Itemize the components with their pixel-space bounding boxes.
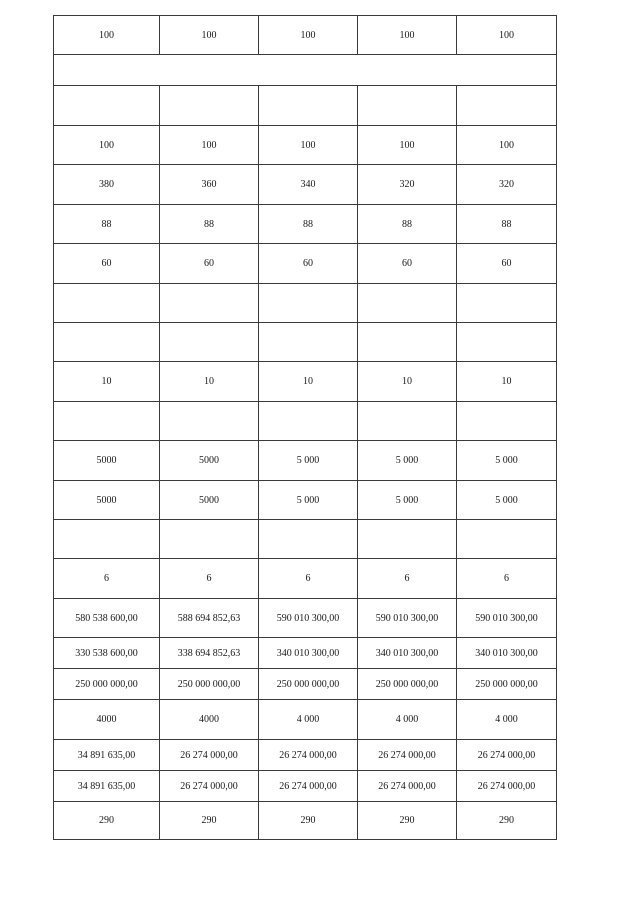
table-cell: 290 [457,802,557,840]
table-cell: 100 [259,16,358,55]
table-row [54,362,557,402]
table-cell: 100 [457,126,557,165]
table-cell: 26 274 000,00 [358,740,457,771]
table-cell: 5 000 [457,441,557,481]
table-cell [160,284,259,323]
table-cell: 290 [160,802,259,840]
table-cell: 10 [54,362,160,402]
table-cell: 26 274 000,00 [457,771,557,802]
table-cell [259,520,358,559]
document-page [53,15,556,840]
table-cell: 60 [54,244,160,284]
table-cell: 4000 [160,700,259,740]
table-cell: 100 [358,16,457,55]
table-cell: 338 694 852,63 [160,638,259,669]
table-cell: 10 [358,362,457,402]
table-cell: 5000 [54,441,160,481]
table-row [54,441,557,481]
table-cell [358,86,457,126]
table-body [54,16,557,840]
table-cell [259,284,358,323]
table-cell: 340 010 300,00 [358,638,457,669]
table-cell: 330 538 600,00 [54,638,160,669]
table-cell: 10 [259,362,358,402]
table-cell: 5 000 [358,481,457,520]
table-cell: 250 000 000,00 [54,669,160,700]
table-cell: 580 538 600,00 [54,599,160,638]
table-cell: 60 [457,244,557,284]
table-cell [54,86,160,126]
table-row [54,700,557,740]
table-cell: 6 [54,559,160,599]
table-cell: 4 000 [457,700,557,740]
table-cell: 88 [160,205,259,244]
table-cell: 4000 [54,700,160,740]
table-cell: 340 [259,165,358,205]
table-cell: 340 010 300,00 [259,638,358,669]
table-row [54,55,557,86]
table-cell [358,402,457,441]
table-cell: 100 [54,126,160,165]
table-row [54,599,557,638]
table-row [54,638,557,669]
table-cell: 34 891 635,00 [54,740,160,771]
table-cell: 88 [54,205,160,244]
table-row [54,244,557,284]
table-cell [457,402,557,441]
table-row [54,669,557,700]
table-cell: 26 274 000,00 [358,771,457,802]
table-cell: 60 [358,244,457,284]
table-cell: 360 [160,165,259,205]
table-cell: 590 010 300,00 [358,599,457,638]
table-cell: 250 000 000,00 [259,669,358,700]
table-cell: 320 [457,165,557,205]
table-cell [457,284,557,323]
table-cell: 60 [160,244,259,284]
table-cell [358,284,457,323]
table-cell: 6 [457,559,557,599]
table-cell [54,284,160,323]
table-cell: 5000 [160,441,259,481]
table-row [54,481,557,520]
table-cell: 100 [259,126,358,165]
table-cell [457,323,557,362]
table-cell: 5 000 [259,481,358,520]
table-cell: 100 [457,16,557,55]
table-cell [259,86,358,126]
table-cell [160,86,259,126]
table-cell [54,55,557,86]
table-cell [54,520,160,559]
table-cell: 5000 [160,481,259,520]
table-row [54,86,557,126]
table-cell [54,402,160,441]
table-cell: 10 [160,362,259,402]
table-cell: 26 274 000,00 [160,740,259,771]
table-cell: 290 [259,802,358,840]
table-cell: 26 274 000,00 [259,740,358,771]
table-cell: 5 000 [259,441,358,481]
table-cell: 100 [358,126,457,165]
table-cell: 380 [54,165,160,205]
table-cell [457,86,557,126]
table-cell: 100 [54,16,160,55]
table-cell [160,402,259,441]
table-cell: 60 [259,244,358,284]
table-cell: 100 [160,126,259,165]
table-cell [358,520,457,559]
table-row [54,402,557,441]
table-cell: 34 891 635,00 [54,771,160,802]
table-cell: 88 [259,205,358,244]
table-cell: 590 010 300,00 [259,599,358,638]
table-cell [457,520,557,559]
table-cell: 6 [259,559,358,599]
table-cell: 4 000 [358,700,457,740]
table-cell: 250 000 000,00 [358,669,457,700]
table-cell: 4 000 [259,700,358,740]
table-row [54,205,557,244]
table-row [54,126,557,165]
table-row [54,559,557,599]
table-cell: 88 [358,205,457,244]
table-cell [54,323,160,362]
table-cell: 250 000 000,00 [457,669,557,700]
table-cell [160,323,259,362]
table-row [54,323,557,362]
table-cell: 6 [160,559,259,599]
table-cell [358,323,457,362]
table-cell: 88 [457,205,557,244]
table-row [54,16,557,55]
data-table [53,15,557,840]
table-cell: 320 [358,165,457,205]
table-cell: 5000 [54,481,160,520]
table-cell [259,402,358,441]
table-cell: 588 694 852,63 [160,599,259,638]
table-cell: 26 274 000,00 [259,771,358,802]
table-cell: 5 000 [457,481,557,520]
table-row [54,165,557,205]
table-row [54,740,557,771]
table-cell: 10 [457,362,557,402]
table-cell: 100 [160,16,259,55]
table-cell: 26 274 000,00 [160,771,259,802]
table-row [54,520,557,559]
table-cell: 290 [358,802,457,840]
table-row [54,802,557,840]
table-cell [259,323,358,362]
table-cell [160,520,259,559]
table-cell: 26 274 000,00 [457,740,557,771]
table-cell: 340 010 300,00 [457,638,557,669]
table-cell: 590 010 300,00 [457,599,557,638]
table-cell: 5 000 [358,441,457,481]
table-cell: 290 [54,802,160,840]
table-row [54,771,557,802]
table-cell: 6 [358,559,457,599]
table-row [54,284,557,323]
table-cell: 250 000 000,00 [160,669,259,700]
